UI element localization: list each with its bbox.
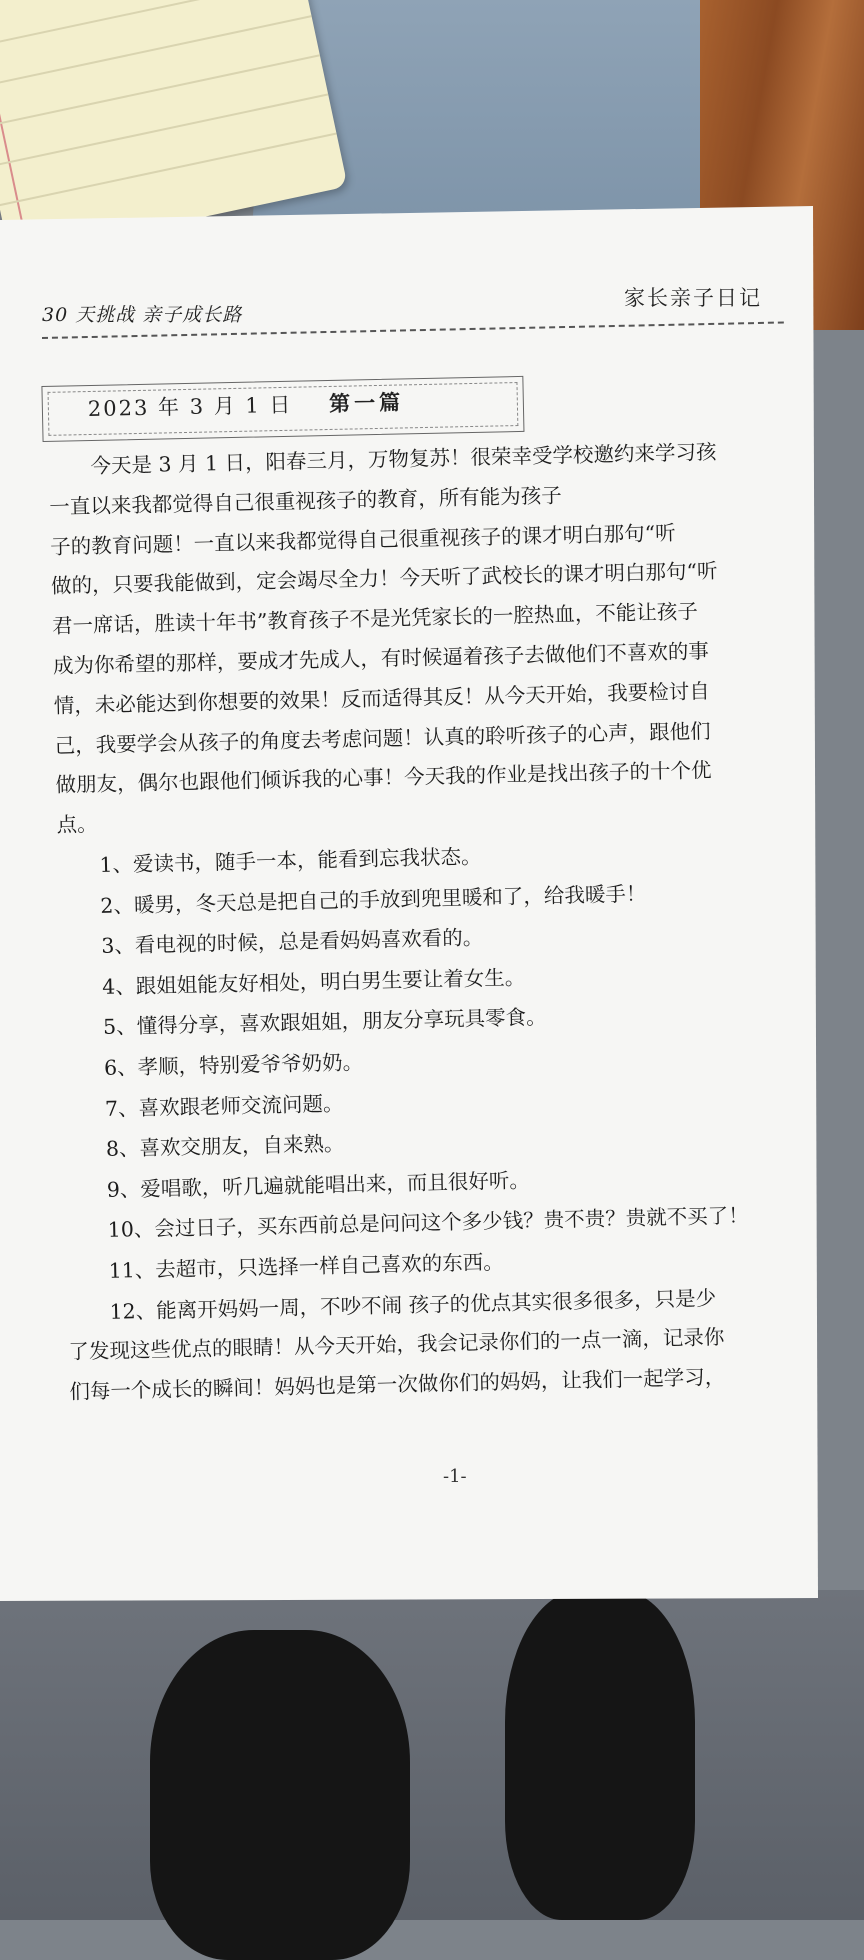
merit-list-item: 4、跟姐姐能友好相处，明白男生要让着女生。	[101, 965, 526, 999]
merit-list-item: 8、喜欢交朋友，自来熟。	[105, 1131, 345, 1161]
floor	[0, 1590, 864, 1920]
merit-list-item: 9、爱唱歌，听几遍就能唱出来，而且很好听。	[106, 1167, 531, 1202]
notebook-rule-line	[0, 54, 320, 128]
paragraph-line: 做朋友，偶尔也跟他们倾诉我的心事！今天我的作业是找出孩子的十个优	[55, 758, 712, 798]
paragraph-line: 成为你希望的那样，要成才先成人，有时候逼着孩子去做他们不喜欢的事	[52, 639, 710, 678]
merit-list-item: 11、去超市，只选择一样自己喜欢的东西。	[108, 1249, 504, 1283]
merit-list-item: 10、会过日子，买东西前总是问问这个多少钱？贵不贵？贵就不买了！	[107, 1203, 749, 1243]
header-left-title: 30 天挑战 亲子成长路	[42, 304, 243, 326]
chapter-title: 第一篇	[328, 389, 405, 416]
paragraph-line: 子的教育问题！一直以来我都觉得自己很重视孩子的课才明白那句“听	[49, 520, 676, 559]
notebook-rule-line	[0, 133, 337, 207]
entry-date: 2023 年 3 月 1 日	[87, 392, 293, 422]
notebook-rule-line	[0, 93, 328, 167]
merit-list-item: 6、孝顺，特别爱爷爷奶奶。	[103, 1049, 364, 1080]
merit-list-item: 3、看电视的时候，总是看妈妈喜欢看的。	[101, 925, 484, 959]
header-right-title: 家长亲子日记	[624, 286, 762, 310]
notebook-rule-line	[0, 0, 303, 50]
right-foot	[505, 1590, 695, 1920]
merit-list-item: 5、懂得分享，喜欢跟姐姐，朋友分享玩具零食。	[102, 1005, 547, 1040]
title-box	[41, 376, 524, 442]
notebook-rule-line	[0, 15, 312, 89]
paragraph-line: 情，未必能达到你想要的效果！反而适得其反！从今天开始，我要检讨自	[53, 678, 710, 718]
paragraph-line: 己，我要学会从孩子的角度去考虑问题！认真的聆听孩子的心声，跟他们	[54, 718, 711, 758]
merit-list-item: 1、爱读书，随手一本，能看到忘我状态。	[99, 844, 482, 877]
closing-line: 了发现这些优点的眼睛！从今天开始，我会记录你们的一点一滴，记录你	[68, 1324, 725, 1364]
paragraph-line: 点。	[56, 812, 98, 838]
notebook-margin-line	[0, 4, 30, 254]
merit-list-item: 12、能离开妈妈一周，不吵不闹 孩子的优点其实很多很多，只是少	[109, 1285, 717, 1324]
page-number: -1-	[443, 1466, 467, 1487]
paragraph-line: 做的，只要我能做到，定会竭尽全力！今天听了武校长的课才明白那句“听	[50, 559, 718, 599]
closing-line: 们每一个成长的瞬间！妈妈也是第一次做你们的妈妈，让我们一起学习，	[69, 1364, 726, 1404]
paragraph-line: 君一席话，胜读十年书”教育孩子不是光凭家长的一腔热血，不能让孩子	[51, 599, 699, 639]
merit-list-item: 7、喜欢跟老师交流问题。	[104, 1090, 344, 1121]
paragraph-line: 今天是 3 月 1 日，阳春三月，万物复苏！很荣幸受学校邀约来学习孩	[90, 439, 717, 479]
paragraph-line: 一直以来我都觉得自己很重视孩子的教育，所有能为孩子	[49, 483, 562, 519]
merit-list-item: 2、暖男，冬天总是把自己的手放到兜里暖和了，给我暖手！	[100, 881, 647, 918]
left-foot	[150, 1630, 410, 1960]
diary-body	[48, 430, 864, 1413]
